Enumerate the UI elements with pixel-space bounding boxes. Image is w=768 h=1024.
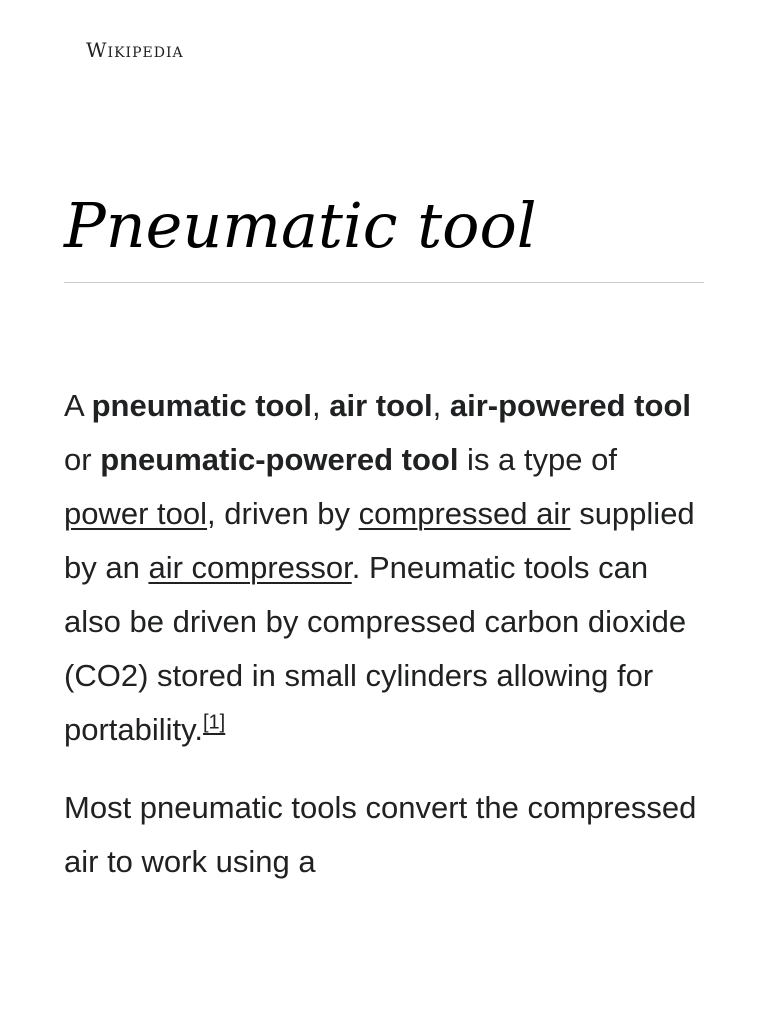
text-segment: , [432,388,450,423]
bold-term-pneumatic-powered-tool: pneumatic-powered tool [100,442,459,477]
text-segment: , [312,388,330,423]
article-content [64,379,704,889]
header [64,0,704,104]
text-segment: A [64,388,92,423]
intro-paragraph [64,379,704,757]
title-section [64,188,704,283]
link-power-tool[interactable]: power tool [64,496,208,531]
wikipedia-wordmark-link[interactable]: Wikipedia [86,38,184,62]
text-segment: or [64,442,101,477]
reference-link-1[interactable]: [1] [203,711,226,734]
text-segment: . Pneumatic tools can also be driven by compressed carbon dioxide (CO2) stored in small cylinders allowing for portability. [64,550,687,747]
bold-term-air-tool: air tool [329,388,433,423]
page-title: Pneumatic tool [64,189,537,262]
link-air-compressor[interactable]: air compressor [148,550,352,585]
text-segment: supplied by an [64,496,695,585]
text-segment: , driven by [207,496,359,531]
bold-term-air-powered-tool: air-powered tool [449,388,691,423]
link-compressed-air[interactable]: compressed air [358,496,571,531]
text-segment: is a type of [458,442,617,477]
bold-term-pneumatic-tool: pneumatic tool [91,388,313,423]
second-paragraph: Most pneumatic tools convert the compressed air to work using a [64,790,697,879]
